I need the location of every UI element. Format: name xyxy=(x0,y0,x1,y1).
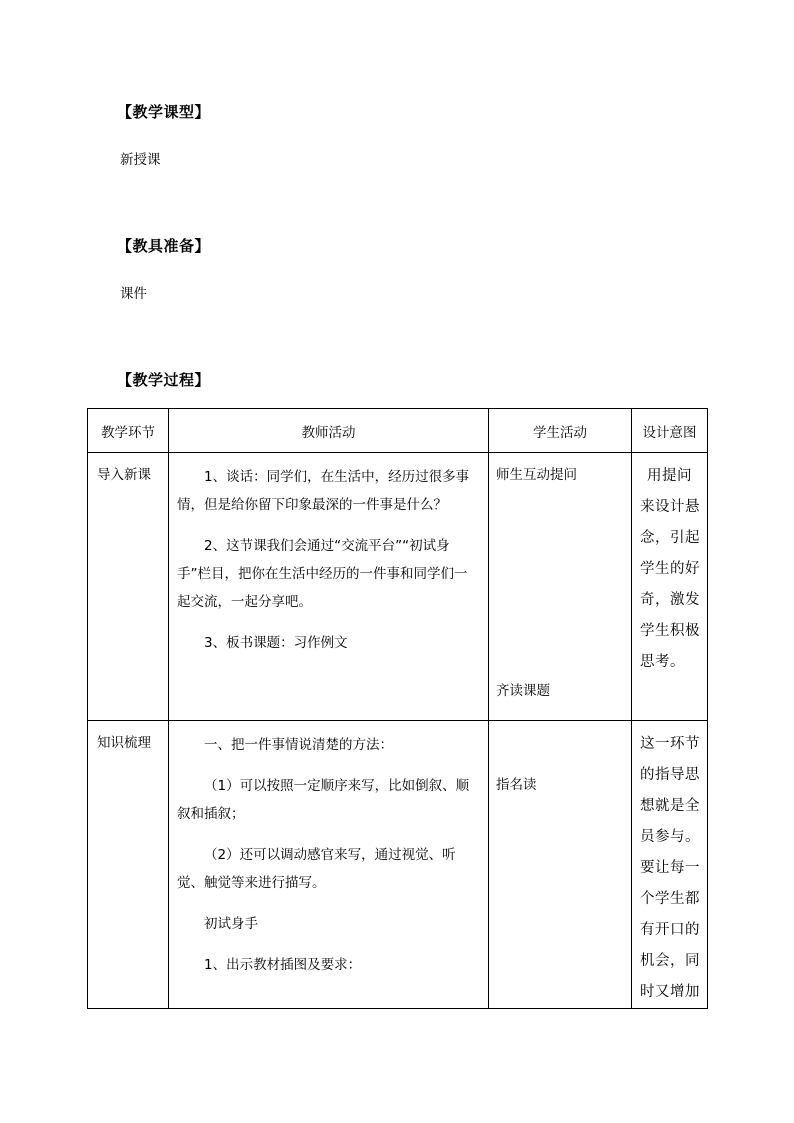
student-activity-item: 齐读课题 xyxy=(496,683,550,699)
teacher-activity-item: 初试身手 xyxy=(204,916,258,932)
teaching-tools-value: 课件 xyxy=(120,286,147,302)
design-intent-cell xyxy=(632,721,708,1009)
teacher-activity-item: （2）还可以调动感官来写，通过视觉、听觉、触觉等来进行描写。 xyxy=(177,847,456,891)
stage-cell: 知识梳理 xyxy=(88,721,169,1009)
teaching-tools-heading: 【教具准备】 xyxy=(117,237,211,255)
student-activity-cell xyxy=(489,721,632,1009)
teacher-activity-item: 2、这节课我们会通过“交流平台”“初试身手”栏目，把你在生活中经历的一件事和同学们一起交流，一起分享吧。 xyxy=(177,538,468,610)
header-teacher-activity: 教师活动 xyxy=(169,409,489,453)
student-activity-item: 师生互动提问 xyxy=(496,467,577,483)
teacher-activity-item: 1、谈话：同学们，在生活中，经历过很多事情，但是给你留下印象最深的一件事是什么？ xyxy=(177,469,470,513)
teacher-activity-item: 3、板书课题：习作例文 xyxy=(204,635,348,651)
header-stage: 教学环节 xyxy=(88,409,169,453)
design-intent-cell xyxy=(632,453,708,721)
stage-cell: 导入新课 xyxy=(88,453,169,721)
teaching-process-heading: 【教学过程】 xyxy=(117,371,211,389)
teacher-activity-cell xyxy=(169,721,489,1009)
teacher-activity-cell xyxy=(169,453,489,721)
teacher-activity-item: 一、把一件事情说清楚的方法： xyxy=(204,737,393,753)
teacher-activity-item: 1、出示教材插图及要求： xyxy=(204,957,362,973)
header-student-activity: 学生活动 xyxy=(489,409,632,453)
lesson-type-heading: 【教学课型】 xyxy=(117,103,211,121)
table-row xyxy=(88,453,708,721)
student-activity-item: 指名读 xyxy=(496,777,537,793)
header-design-intent: 设计意图 xyxy=(632,409,708,453)
design-intent-text: 这一环节的指导思想就是全员参与。要让每一个学生都有开口的机会，同时又增加 xyxy=(640,736,700,1000)
table-row xyxy=(88,721,708,1009)
student-activity-cell xyxy=(489,453,632,721)
teacher-activity-item: （1）可以按照一定顺序来写，比如倒叙、顺叙和插叙； xyxy=(177,778,470,822)
table-header-row xyxy=(88,409,708,453)
teaching-process-table xyxy=(87,408,708,1009)
design-intent-text: 用提问来设计悬念，引起学生的好奇，激发学生积极思考。 xyxy=(640,468,700,670)
lesson-type-value: 新授课 xyxy=(120,152,161,168)
